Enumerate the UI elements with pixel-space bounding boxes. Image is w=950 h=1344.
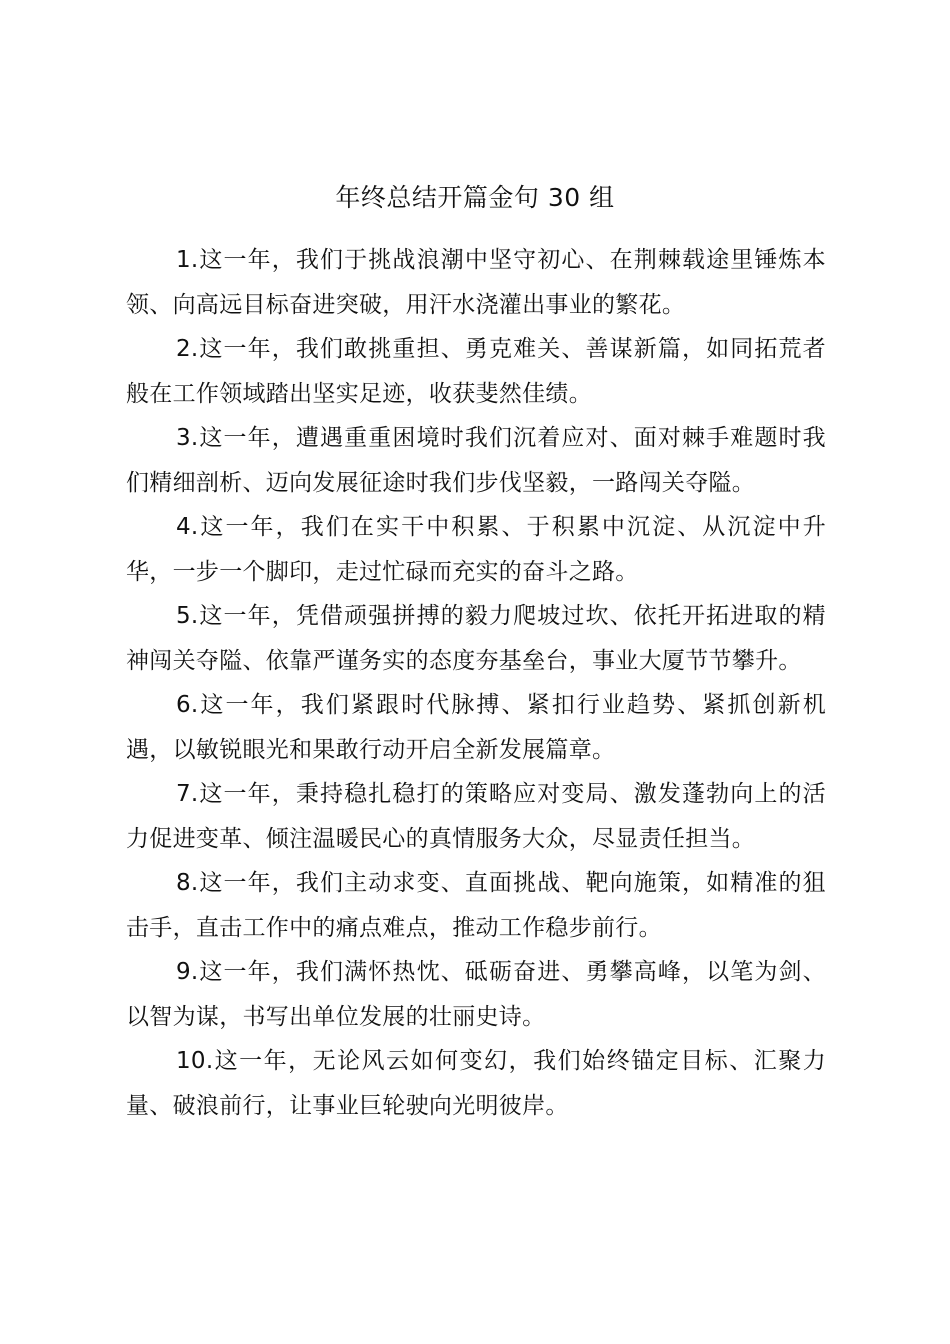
paragraph-5: 5.这一年，凭借顽强拼搏的毅力爬坡过坎、依托开拓进取的精神闯关夺隘、依靠严谨务实的态度夯基垒台，事业大厦节节攀升。 — [126, 603, 826, 674]
paragraph-8: 8.这一年，我们主动求变、直面挑战、靶向施策，如精准的狙击手，直击工作中的痛点难点，推动工作稳步前行。 — [126, 870, 826, 941]
paragraph-7: 7.这一年，秉持稳扎稳打的策略应对变局、激发蓬勃向上的活力促进变革、倾注温暖民心的真情服务大众，尽显责任担当。 — [126, 781, 826, 852]
paragraph-3: 3.这一年，遭遇重重困境时我们沉着应对、面对棘手难题时我们精细剖析、迈向发展征途时我们步伐坚毅，一路闯关夺隘。 — [126, 425, 826, 496]
paragraph-1: 1.这一年，我们于挑战浪潮中坚守初心、在荆棘载途里锤炼本领、向高远目标奋进突破，用汗水浇灌出事业的繁花。 — [126, 247, 826, 318]
document-title: 年终总结开篇金句 30 组 — [335, 183, 615, 212]
paragraph-4: 4.这一年，我们在实干中积累、于积累中沉淀、从沉淀中升华，一步一个脚印，走过忙碌而充实的奋斗之路。 — [126, 514, 826, 585]
document-body — [126, 238, 826, 1128]
paragraph-10: 10.这一年，无论风云如何变幻，我们始终锚定目标、汇聚力量、破浪前行，让事业巨轮驶向光明彼岸。 — [126, 1048, 826, 1119]
paragraph-9: 9.这一年，我们满怀热忱、砥砺奋进、勇攀高峰，以笔为剑、以智为谋，书写出单位发展的壮丽史诗。 — [126, 959, 826, 1030]
paragraph-6: 6.这一年，我们紧跟时代脉搏、紧扣行业趋势、紧抓创新机遇，以敏锐眼光和果敢行动开启全新发展篇章。 — [126, 692, 826, 763]
paragraph-2: 2.这一年，我们敢挑重担、勇克难关、善谋新篇，如同拓荒者般在工作领域踏出坚实足迹，收获斐然佳绩。 — [126, 336, 826, 407]
